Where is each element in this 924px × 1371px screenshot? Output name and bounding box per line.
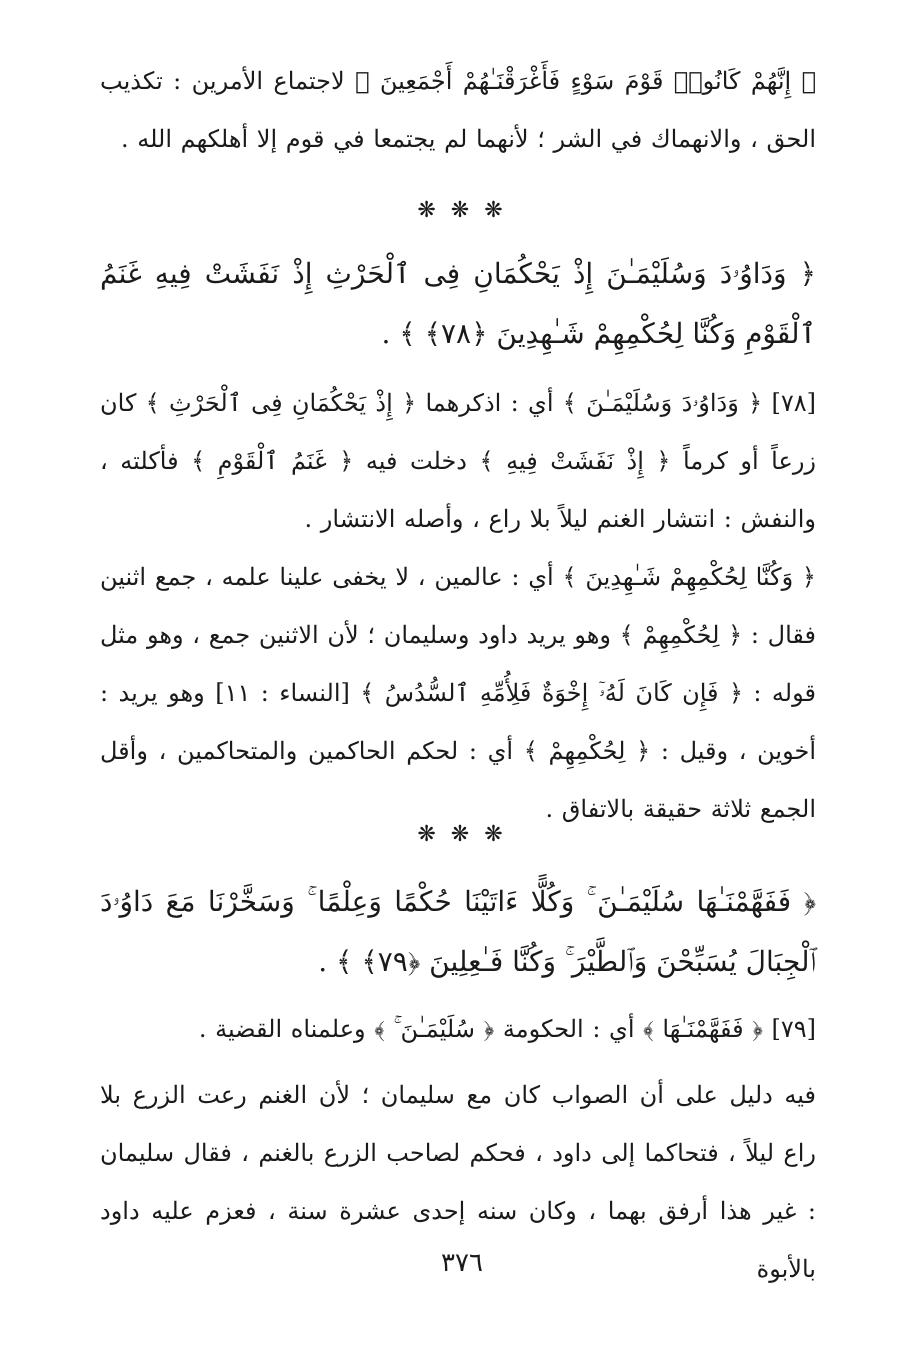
commentary-79-paragraph-2: فيه دليل على أن الصواب كان مع سليمان ؛ لأن الغنم رعت الزرع بلا راع ليلاً ، فتحاكما إلى داود ، فحكم لصاحب الزرع بالغنم ، فقال سليمان : غير هذا أرفق بهما ، وكان سنه إحدى عشرة سنة ، فعزم عليه داود بالأبوة (100, 1081, 816, 1283)
section-separator: ❋ ❋ ❋ (417, 198, 507, 223)
section-separator: ❋ ❋ ❋ (417, 822, 507, 847)
quran-verse-78: ﴿ وَدَاوُۥدَ وَسُلَيْمَـٰنَ إِذْ يَحْكُمَانِ فِى ٱلْحَرْثِ إِذْ نَفَشَتْ فِيهِ غَنَمُ ٱلْقَوْمِ وَكُنَّا لِحُكْمِهِمْ شَـٰهِدِينَ ﴿٧٨﴾ ﴾ . (100, 257, 816, 350)
commentary-78-paragraph-1: [٧٨] ﴿ وَدَاوُۥدَ وَسُلَيْمَـٰنَ ﴾ أي : اذكرهما ﴿ إِذْ يَحْكُمَانِ فِى ٱلْحَرْثِ ﴾ كان زرعاً أو كرماً ﴿ إِذْ نَفَشَتْ فِيهِ ﴾ دخلت فيه ﴿ غَنَمُ ٱلْقَوْمِ ﴾ فأكلته ، والنفش : انتشار الغنم ليلاً بلا راع ، وأصله الانتشار . (100, 389, 816, 533)
commentary-78-paragraph-2: ﴿ وَكُنَّا لِحُكْمِهِمْ شَـٰهِدِينَ ﴾ أي : عالمين ، لا يخفى علينا علمه ، جمع اثنين فقال : ﴿ لِحُكْمِهِمْ ﴾ وهو يريد داود وسليمان ؛ لأن الاثنين جمع ، وهو مثل قوله : ﴿ فَإِن كَانَ لَهُۥٓ إِخْوَةٌ فَلِأُمِّهِ ٱلسُّدُسُ ﴾ [النساء : ١١] وهو يريد : أخوين ، وقيل : ﴿ لِحُكْمِهِمْ ﴾ أي : لحكم الحاكمين والمتحاكمين ، وأقل الجمع ثلاثة حقيقة بالاتفاق . (100, 563, 816, 823)
commentary-79-paragraph-1: [٧٩] ﴿ فَفَهَّمْنَـٰهَا ﴾ أي : الحكومة ﴿ سُلَيْمَـٰنَ ۚ ﴾ وعلمناه القضية . (198, 1015, 816, 1043)
paragraph-verse-77-commentary: ﴿ إِنَّهُمْ كَانُوا۟ قَوْمَ سَوْءٍ فَأَغْرَقْنَـٰهُمْ أَجْمَعِينَ ﴾ لاجتماع الأمرين : تكذيب الحق ، والانهماك في الشر ؛ لأنهما لم يجتمعا في قوم إلا أهلكهم الله . (100, 67, 816, 153)
page-number: ٣٧٦ (441, 1248, 483, 1278)
quran-verse-79: ﴿ فَفَهَّمْنَـٰهَا سُلَيْمَـٰنَ ۚ وَكُلًّا ءَاتَيْنَا حُكْمًا وَعِلْمًا ۚ وَسَخَّرْنَا مَعَ دَاوُۥدَ ٱلْجِبَالَ يُسَبِّحْنَ وَٱلطَّيْرَ ۚ وَكُنَّا فَـٰعِلِينَ ﴿٧٩﴾ ﴾ . (100, 885, 816, 978)
